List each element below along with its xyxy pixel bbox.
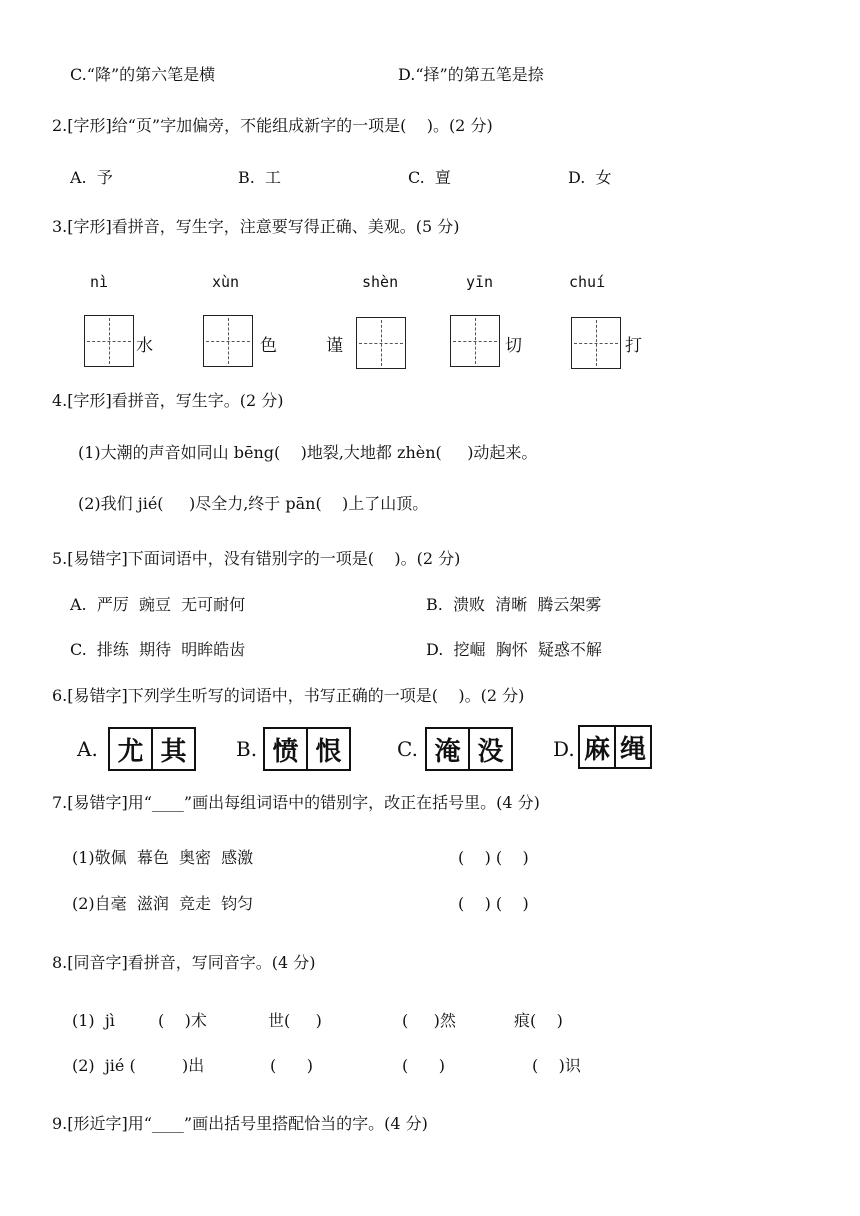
q6-option-b-char-2: 恨 [315, 736, 342, 767]
q7-row-1: (1)敬佩 幕色 奥密 感激 [72, 848, 254, 867]
q3-char-5: 打 [625, 336, 642, 356]
q3-pinyin-2: xùn [212, 273, 240, 291]
q3-char-3: 谨 [326, 336, 343, 356]
q8-row-1-blank-4[interactable]: 痕( ) [514, 1011, 563, 1030]
q8-row-2-blank-3[interactable]: ( ) [402, 1056, 445, 1075]
q6-option-c-label: C. [397, 737, 418, 761]
q2-option-a: A. 予 [70, 168, 113, 187]
q8-row-2-blank-1[interactable]: )出 [182, 1056, 205, 1075]
q6-option-a-char-1: 尤 [117, 736, 144, 767]
q1-option-c: C.“降”的第六笔是横 [70, 65, 216, 84]
q3-writing-box-1[interactable] [84, 315, 134, 367]
q7-stem: 7.[易错字]用“____”画出每组词语中的错别字，改正在括号里。(4 分) [52, 793, 540, 812]
q2-option-b: B. 工 [238, 168, 282, 187]
q6-option-b-label: B. [236, 737, 258, 761]
q3-writing-box-2[interactable] [203, 315, 253, 367]
q8-row-1-blank-3[interactable]: ( )然 [402, 1011, 456, 1030]
q5-stem: 5.[易错字]下面词语中，没有错别字的一项是( )。(2 分) [52, 549, 461, 568]
q3-writing-box-5[interactable] [571, 317, 621, 369]
q3-writing-box-3[interactable] [356, 317, 406, 369]
q1-option-d: D.“择”的第五笔是捺 [398, 65, 544, 84]
q6-option-a-box [108, 727, 196, 771]
q6-option-a-char-2: 其 [160, 736, 187, 767]
q3-writing-box-4[interactable] [450, 315, 500, 367]
q6-stem: 6.[易错字]下列学生听写的词语中，书写正确的一项是( )。(2 分) [52, 686, 525, 705]
q3-pinyin-1: nì [90, 273, 109, 291]
q8-row-2-blank-4[interactable]: ( )识 [532, 1056, 581, 1075]
q2-option-c: C. 亶 [408, 168, 451, 187]
q8-row-1-blank-2[interactable]: 世( ) [268, 1011, 322, 1030]
q9-stem: 9.[形近字]用“____”画出括号里搭配恰当的字。(4 分) [52, 1114, 428, 1133]
q2-option-d: D. 女 [568, 168, 612, 187]
q6-option-d-char-2: 绳 [619, 734, 646, 765]
q8-row-2-pinyin: (2) jié ( [72, 1056, 136, 1075]
q8-row-2-blank-2[interactable]: ( ) [270, 1056, 313, 1075]
q6-option-c-char-2: 没 [477, 736, 504, 767]
q6-option-a-label: A. [77, 737, 98, 761]
q7-row-2-blanks[interactable]: ( ) ( ) [458, 894, 529, 913]
q6-option-d-box [578, 725, 652, 769]
q6-option-b-box [263, 727, 351, 771]
q5-option-d: D. 挖崛 胸怀 疑惑不解 [426, 640, 602, 659]
q3-char-1: 水 [136, 336, 153, 356]
q7-row-2: (2)自毫 滋润 竞走 钧匀 [72, 894, 254, 913]
q5-option-b: B. 溃败 清晰 腾云架雾 [426, 595, 602, 614]
q3-char-4: 切 [505, 336, 522, 356]
q6-option-d-char-1: 麻 [583, 734, 610, 765]
q8-stem: 8.[同音字]看拼音，写同音字。(4 分) [52, 953, 316, 972]
q3-pinyin-3: shèn [362, 273, 399, 291]
q6-option-d-label: D. [553, 737, 575, 761]
q5-option-c: C. 排练 期待 明眸皓齿 [70, 640, 246, 659]
q3-char-2: 色 [260, 336, 277, 356]
q6-option-b-char-1: 愤 [272, 736, 299, 767]
q7-row-1-blanks[interactable]: ( ) ( ) [458, 848, 529, 867]
q3-stem: 3.[字形]看拼音，写生字，注意要写得正确、美观。(5 分) [52, 217, 460, 236]
q3-pinyin-4: yīn [466, 273, 494, 291]
q4-line-1: (1)大潮的声音如同山 bēng( )地裂,大地都 zhèn( )动起来。 [78, 443, 538, 462]
q2-stem: 2.[字形]给“页”字加偏旁，不能组成新字的一项是( )。(2 分) [52, 116, 493, 135]
q4-line-2: (2)我们 jié( )尽全力,终于 pān( )上了山顶。 [78, 494, 429, 513]
q4-stem: 4.[字形]看拼音，写生字。(2 分) [52, 391, 284, 410]
q8-row-1-pinyin: (1) jì [72, 1011, 115, 1030]
q3-pinyin-5: chuí [569, 273, 606, 291]
q8-row-1-blank-1[interactable]: ( )术 [158, 1011, 207, 1030]
q5-option-a: A. 严厉 豌豆 无可耐何 [70, 595, 246, 614]
q6-option-c-char-1: 淹 [434, 736, 461, 767]
q6-option-c-box [425, 727, 513, 771]
